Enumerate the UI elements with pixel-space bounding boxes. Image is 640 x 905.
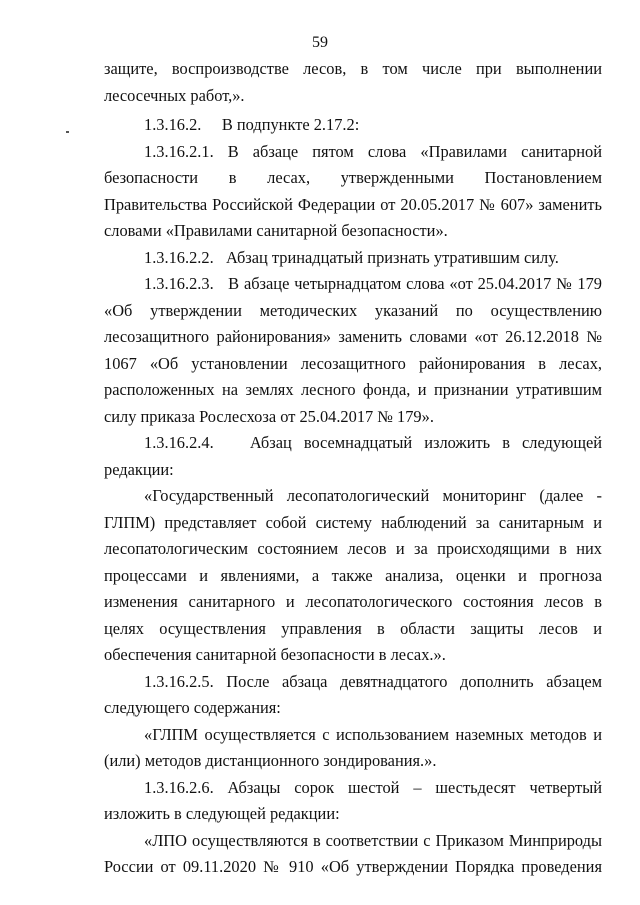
paragraph-1-3-16-2-4: 1.3.16.2.4. Абзац восемнадцатый изложить в следующей редакции: [104,433,602,479]
quoted-paragraph-glpm-methods: «ГЛПМ осуществляется с использованием наземных методов и (или) методов дистанционного зондирования.». [104,724,602,770]
document-body [104,56,602,881]
paragraph-1-3-16-2-3: 1.3.16.2.3. В абзаце четырнадцатом слова «от 25.04.2017 № 179 «Об утверждении методических указаний по осуществлению лесозащитного районирования» заменить словами «от 26.12.2018 № 1067 «Об установлении лесозащитного районирования в лесах, расположенных на землях лесного фонда, и признании утратившим силу приказа Рослесхоза от 25.04.2017 № 179». [104,274,602,426]
paragraph-1-3-16-2-6: 1.3.16.2.6. Абзацы сорок шестой – шестьдесят четвертый изложить в следующей редакции: [104,777,602,823]
quoted-paragraph-glpm-definition: «Государственный лесопатологический мониторинг (далее - ГЛПМ) представляет собой систему наблюдений за санитарным и лесопатологическим состоянием лесов и за происходящими в них процессами и явлениями, а также анализа, оценки и прогноза изменения санитарного и лесопатологического состояния лесов в целях осуществления управления в области защиты лесов и обеспечения санитарной безопасности в лесах.». [104,486,602,664]
quoted-paragraph-lpo: «ЛПО осуществляются в соответствии с Приказом Минприроды России от 09.11.2020 № 910 «Об утверждении Порядка проведения [104,830,602,876]
paragraph-continuation: защите, воспроизводстве лесов, в том числе при выполнении лесосечных работ,». [104,59,602,105]
page-number: 59 [312,34,328,51]
paragraph-1-3-16-2-5: 1.3.16.2.5. После абзаца девятнадцатого дополнить абзацем следующего содержания: [104,671,602,717]
scan-mark [66,131,69,133]
paragraph-1-3-16-2: 1.3.16.2. В подпункте 2.17.2: [144,115,360,134]
paragraph-1-3-16-2-1: 1.3.16.2.1. В абзаце пятом слова «Правилами санитарной безопасности в лесах, утвержденными Постановлением Правительства Российской Федерации от 20.05.2017 № 607» заменить словами «Правилами санитарной безопасности». [104,141,602,240]
paragraph-1-3-16-2-2: 1.3.16.2.2. Абзац тринадцатый признать утратившим силу. [144,247,559,267]
